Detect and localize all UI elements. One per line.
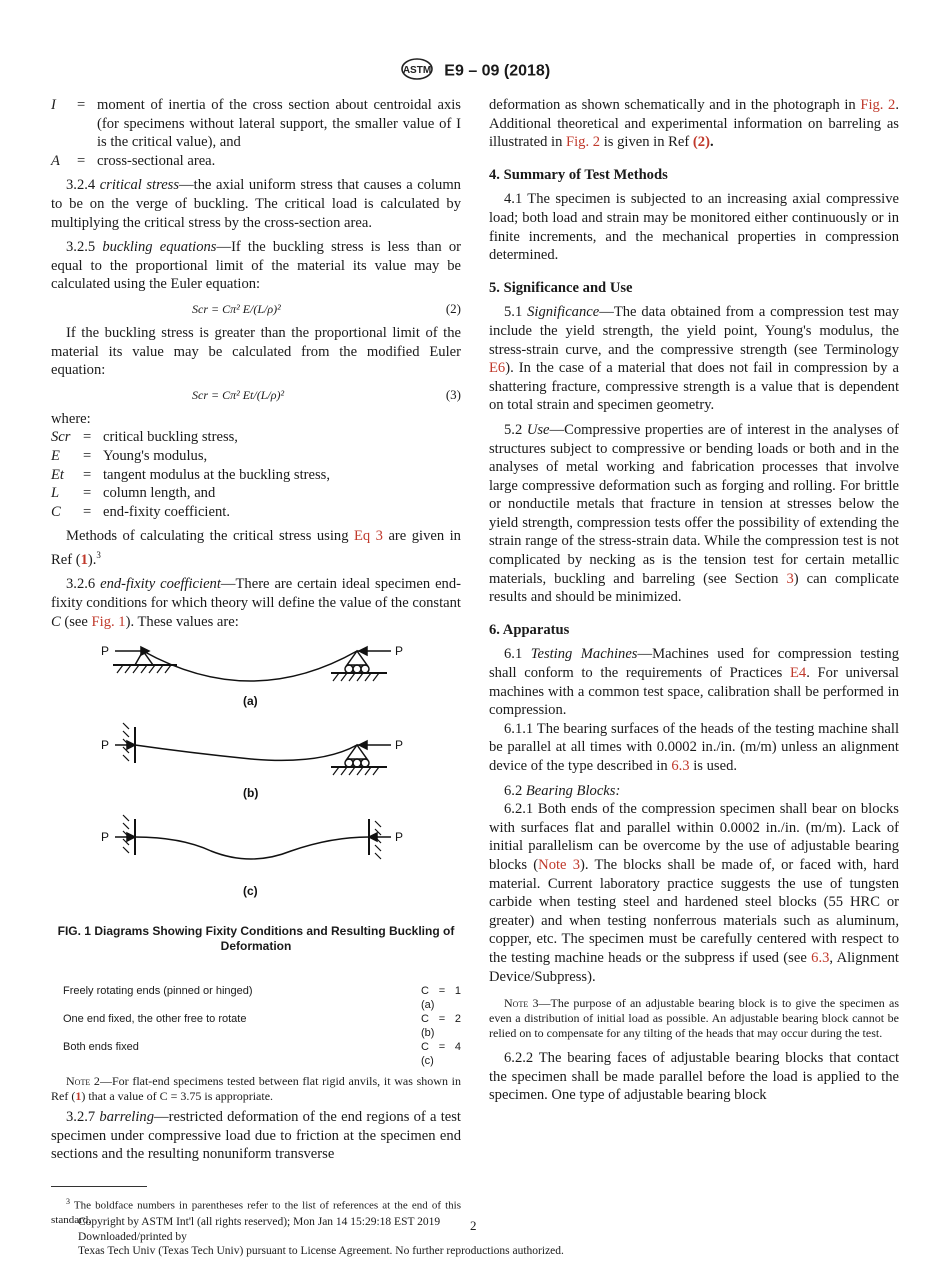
fixity-table (51, 984, 461, 1068)
load-label-P: P (101, 738, 110, 753)
para-3-2-4: 3.2.4 critical stress—the axial uniform stress that causes a column to be on the verge of buckling. The critical load is calculated by multiplying the critical stress by the cross-section area. (51, 177, 461, 231)
definition-item: L = column length, and (51, 485, 216, 502)
note-2: Note 2—For flat-end specimens tested between flat rigid anvils, it was shown in Ref (1) that a value of C = 3.75 is appropriate. (51, 1074, 461, 1104)
fig1-link[interactable]: Fig. 1 (91, 613, 126, 630)
footnote-3: $^3$ The boldface numbers in parentheses refer to the list of references at the end of this standard. (51, 1196, 461, 1226)
para-6-1-1: 6.1.1 The bearing surfaces of the heads of the testing machine shall be parallel at all times with 0.0002 in./in. (m/m) unless an alignment device of the type described in 6.3 is used. (489, 720, 899, 774)
para-6-2-1: 6.2.1 Both ends of the compression specimen shall bear on blocks with surfaces flat and parallel within 0.0002 in./in. (m/m). Lack of initial parallelism can be overcome by the use of adjustable bearing blocks (Note 3). The blocks shall be made of, or faced with, hard material. Current laboratory practice suggests the use of tungsten carbide when testing steel and hardened steel blocks (55 HRC or greater) and when testing nonferrous materials such as aluminum, copper, etc. The specimen must be carefully centered with respect to the testing machine heads or the subpress if used (see 6.3, Alignment Device/Subpress). (489, 801, 899, 985)
copyright-line: Copyright by ASTM Int'l (all rights reserved); Mon Jan 14 15:29:18 EST 2019 (78, 1216, 441, 1228)
figure-1 (51, 641, 461, 926)
equation-3: Scr = Cπ² Et/(L/ρ)² (3) (192, 386, 461, 402)
section-heading-4: 4. Summary of Test Methods (489, 166, 668, 183)
where-label: where: (51, 410, 91, 427)
para-4-1: 4.1 The specimen is subjected to an increasing axial compressive load; both load and strain may be monitored either continuously or in finite increments, and the mechanical properties in compression determined. (489, 191, 899, 264)
diagram-label-b: (b) (243, 786, 259, 801)
footnote-divider (51, 1186, 147, 1187)
standard-designation: E9 – 09 (2018) (444, 62, 551, 80)
load-label-P: P (101, 830, 110, 845)
definition-item: E = Young's modulus, (51, 447, 208, 464)
para-methods: Methods of calculating the critical stress using Eq 3 are given in Ref (1).$^3$ (51, 528, 461, 568)
load-label-P: P (101, 644, 110, 659)
definition-list (51, 428, 461, 521)
fig2-link[interactable]: Fig. 2 (860, 97, 896, 113)
download-line: Downloaded/printed by (78, 1230, 187, 1243)
para-3-2-7: 3.2.7 barreling—restricted deformation of the end regions of a test specimen under compressive load due to friction at the specimen end sections and the resulting nonuniform transverse (51, 1109, 461, 1163)
para-6-2-2: 6.2.2 The bearing faces of adjustable bearing blocks that contact the specimen shall be made parallel before the load is applied to the specimen. One type of adjustable bearing block (489, 1050, 899, 1104)
license-line: Texas Tech Univ (Texas Tech Univ) pursuant to License Agreement. No further reproductions authorized. (78, 1245, 564, 1257)
definition-item: C = end-fixity coefficient. (51, 503, 230, 520)
load-label-P: P (395, 738, 404, 753)
page-header (0, 58, 950, 85)
note-3: Note 3—The purpose of an adjustable bearing block is to give the specimen as even a distribution of initial load as possible. An adjustable bearing block cannot be relied on to compensate for any tilting of the heads that may occur during the test. (489, 996, 900, 1041)
eq3-link[interactable]: Eq 3 (353, 528, 383, 545)
note-3-link[interactable]: Note 3 (538, 856, 581, 873)
ref-1-link[interactable]: 1 (75, 1089, 82, 1104)
left-column (51, 96, 461, 1227)
page-number: 2 (470, 1218, 477, 1233)
para-5-2: 5.2 Use—Compressive properties are of interest in the analyses of structures subject to compressive or bending loads or both and in the analyses of metal working and fabrication processes that involve large compressive deformation such as forging and rolling. For brittle or nonductile metals that fracture in tension at stresses below the yield strength, compression tests offer the possibility of extending the strain range of the stress-strain data. While the compression test is not complicated by necking as is the tension test for certain metallic materials, buckling and barreling (see Section 3) can complicate results and should be minimized. (489, 421, 900, 606)
para-3-2-5: 3.2.5 buckling equations—If the buckling stress is less than or equal to the proportional limit of the material its value may be calculated using the Euler equation: (51, 239, 461, 293)
table-row: Both ends fixed C = 4 (c) (63, 1041, 461, 1068)
para-6-2: 6.2 Bearing Blocks: (504, 782, 621, 799)
fixity-diagram (51, 641, 461, 926)
definition-A: A = cross-sectional area. (51, 152, 216, 169)
e4-link[interactable]: E4 (789, 665, 807, 682)
ref-1-link[interactable]: 1 (80, 551, 88, 568)
diagram-label-a: (a) (243, 694, 258, 709)
ref-2-link[interactable]: (2) (692, 134, 710, 151)
section-heading-6: 6. Apparatus (489, 621, 570, 638)
para-6-1: 6.1 Testing Machines—Machines used for compression testing shall conform to the requirements of Practices E4. For universal machines with a common test space, calibration shall be performed in compression. (489, 646, 900, 719)
definition-item: Et = tangent modulus at the buckling stress, (51, 466, 330, 483)
diagram-label-c: (c) (243, 884, 258, 899)
load-label-P: P (395, 830, 404, 845)
fig2-link[interactable]: Fig. 2 (566, 134, 601, 151)
section-heading-5: 5. Significance and Use (489, 279, 633, 296)
load-label-P: P (395, 644, 404, 659)
para-5-1: 5.1 Significance—The data obtained from a compression test may include the yield strength, the yield point, Young's modulus, the stress-strain curve, and the compressive strength (see Terminology E6). In the case of a material that does not fail in compression by a shattering fracture, compressive strength is a value that is dependent on total strain and specimen geometry. (489, 304, 899, 414)
figure-1-caption: FIG. 1 Diagrams Showing Fixity Conditions and Resulting Buckling of Deformation (57, 924, 455, 954)
page-footer (78, 1215, 638, 1259)
para-3-2-6: 3.2.6 end-fixity coefficient—There are certain ideal specimen end-fixity conditions for which theory will define the value of the constant C (see Fig. 1). These values are: (51, 576, 462, 630)
definition-item: Scr = critical buckling stress, (51, 429, 238, 446)
table-row: Freely rotating ends (pinned or hinged) C = 1 (a) (63, 985, 461, 1012)
definition-I: I = moment of inertia of the cross section about centroidal axis (for specimens without lateral support, the smaller value of I is the critical value), and (51, 97, 461, 151)
section-6-3-link[interactable]: 6.3 (671, 758, 690, 774)
para-modified-euler: If the buckling stress is greater than the proportional limit of the material its value may be calculated from the modified Euler equation: (51, 324, 461, 379)
section-6-3-link[interactable]: 6.3 (811, 949, 830, 966)
para-deformation: deformation as shown schematically and in the photograph in Fig. 2. Additional theoretical and experimental information on barreling as illustrated in Fig. 2 is given in Ref (2). (489, 97, 900, 151)
astm-logo-icon (400, 58, 434, 85)
equation-2: Scr = Cπ² E/(L/ρ)² (2) (192, 300, 461, 316)
right-column (489, 96, 899, 1105)
e6-link[interactable]: E6 (489, 360, 506, 377)
table-row: One end fixed, the other free to rotate C = 2 (b) (63, 1013, 461, 1040)
svg-text:ASTM: ASTM (402, 65, 432, 76)
section-3-link[interactable]: 3 (786, 570, 794, 587)
